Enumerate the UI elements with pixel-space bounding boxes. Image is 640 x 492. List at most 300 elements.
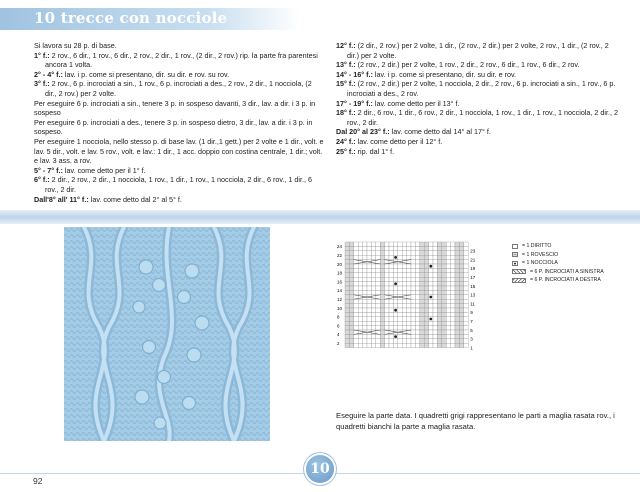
legend-text: = 6 P. INCROCIATI A DESTRA (530, 277, 601, 283)
chart-cell (358, 343, 362, 347)
chart-cell (411, 290, 415, 294)
row-number-left: 22 (337, 253, 343, 258)
chart-cell (367, 273, 371, 277)
chart-cell (389, 312, 393, 316)
chart-cell (442, 264, 446, 268)
chart-cell (367, 277, 371, 281)
chart-cell (358, 304, 362, 308)
chart-cell (345, 255, 349, 259)
chart-cell (464, 299, 468, 303)
chart-cell (363, 242, 367, 246)
chart-cell (349, 260, 353, 264)
chart-cell (354, 282, 358, 286)
chart-cell (349, 246, 353, 250)
chart-cell (455, 312, 459, 316)
chart-cell (345, 273, 349, 277)
chart-cell (415, 264, 419, 268)
chart-cell (385, 334, 389, 338)
chart-cell (380, 277, 384, 281)
chart-cell (376, 251, 380, 255)
chart-cell (459, 277, 463, 281)
chart-cell (349, 273, 353, 277)
instruction-row (336, 99, 620, 109)
chart-cell (389, 286, 393, 290)
chart-cell (371, 308, 375, 312)
chart-cell (398, 290, 402, 294)
chart-cell (349, 330, 353, 334)
chart-cell (345, 246, 349, 250)
chart-cell (380, 334, 384, 338)
nocciola-mark (394, 282, 397, 285)
chart-cell (459, 255, 463, 259)
row-number-left: 6 (337, 323, 340, 329)
row-label: 15° f.: (336, 79, 356, 89)
chart-cell (389, 282, 393, 286)
chart-cell (424, 299, 428, 303)
chart-cell (380, 339, 384, 343)
chart-cell (385, 339, 389, 343)
chart-cell (420, 321, 424, 325)
chart-cell (402, 246, 406, 250)
chart-cell (433, 251, 437, 255)
instruction-row (336, 60, 620, 70)
chart-cell (464, 251, 468, 255)
chart-cell (380, 282, 384, 286)
chart-cell (367, 334, 371, 338)
chart-cell (451, 255, 455, 259)
instruction-row (336, 147, 620, 157)
chart-cell (398, 304, 402, 308)
chart-cell (371, 304, 375, 308)
chart-cell (367, 246, 371, 250)
chart-cell (420, 277, 424, 281)
knitting-swatch-photo (64, 227, 270, 441)
chart-cell (398, 312, 402, 316)
chart-cell (402, 255, 406, 259)
chart-cell (433, 343, 437, 347)
chart-cell (367, 304, 371, 308)
chart-cell (407, 299, 411, 303)
chart-cell (420, 246, 424, 250)
chart-cell (429, 312, 433, 316)
chart-cell (345, 312, 349, 316)
chart-cell (354, 339, 358, 343)
chart-cell (459, 326, 463, 330)
row-number-right: 13 (470, 292, 476, 298)
chart-cell (393, 242, 397, 246)
chart-cell (402, 343, 406, 347)
chart-cell (411, 312, 415, 316)
chart-cell (402, 286, 406, 290)
chart-cell (424, 317, 428, 321)
row-number-right: 1 (470, 345, 473, 351)
chart-cell (433, 295, 437, 299)
chart-cell (464, 268, 468, 272)
chart-cell (455, 260, 459, 264)
chart-cell (398, 268, 402, 272)
chart-cell (464, 273, 468, 277)
chart-cell (380, 242, 384, 246)
chart-cell (420, 260, 424, 264)
chart-cell (376, 255, 380, 259)
chart-cell (415, 246, 419, 250)
chart-cell (349, 304, 353, 308)
chart-cell (371, 321, 375, 325)
chart-cell (407, 304, 411, 308)
chart-cell (464, 255, 468, 259)
chart-cell (455, 242, 459, 246)
chart-cell (442, 321, 446, 325)
chart-cell (446, 260, 450, 264)
legend-text: = 1 DIRITTO (522, 243, 552, 249)
chart-cell (429, 326, 433, 330)
chart-cell (433, 290, 437, 294)
chart-cell (367, 286, 371, 290)
legend-item (512, 251, 604, 260)
instruction-row (34, 195, 324, 205)
chart-cell (420, 282, 424, 286)
nocciola-mark (394, 335, 397, 338)
chart-cell (367, 339, 371, 343)
chart-cell (358, 268, 362, 272)
chart-cell (433, 334, 437, 338)
chart-cell (433, 282, 437, 286)
chart-cell (345, 277, 349, 281)
chart-cell (459, 268, 463, 272)
chart-cell (385, 326, 389, 330)
chart-cell (437, 282, 441, 286)
chart-cell (389, 334, 393, 338)
chart-cell (371, 277, 375, 281)
chart-cell (380, 312, 384, 316)
chart-cell (358, 277, 362, 281)
chart-cell (385, 282, 389, 286)
chart-cell (385, 343, 389, 347)
chart-cell (442, 282, 446, 286)
nocciola-mark (429, 318, 432, 321)
chart-cell (389, 277, 393, 281)
chart-cell (433, 330, 437, 334)
chart-cell (415, 299, 419, 303)
chart-cell (424, 268, 428, 272)
chart-cell (455, 299, 459, 303)
chart-cell (345, 299, 349, 303)
chart-cell (451, 299, 455, 303)
instruction-row (336, 127, 620, 137)
chart-cell (380, 326, 384, 330)
chart-cell (429, 308, 433, 312)
chart-cell (354, 299, 358, 303)
chart-cell (464, 277, 468, 281)
chart-cell (380, 321, 384, 325)
row-label: 17° - 19° f.: (336, 98, 373, 108)
chart-cell (349, 343, 353, 347)
chart-cell (385, 304, 389, 308)
chart-cell (437, 343, 441, 347)
row-text: lav. come detto per il 12° f. (357, 136, 443, 146)
chart-cell (376, 246, 380, 250)
legend-item (512, 259, 604, 268)
chart-cell (411, 321, 415, 325)
chart-cell (411, 260, 415, 264)
chart-cell (345, 321, 349, 325)
chart-cell (420, 264, 424, 268)
chart-cell (451, 286, 455, 290)
chart-cell (376, 334, 380, 338)
chart-cell (363, 277, 367, 281)
chart-cell (376, 312, 380, 316)
instruction-row (336, 70, 620, 80)
chart-cell (345, 304, 349, 308)
chart-cell (442, 299, 446, 303)
chart-cell (446, 330, 450, 334)
chart-cell (446, 273, 450, 277)
chart-cell (464, 308, 468, 312)
chart-cell (424, 343, 428, 347)
chart-cell (358, 308, 362, 312)
chart-cell (437, 286, 441, 290)
chart-cell (398, 299, 402, 303)
chart-cell (437, 290, 441, 294)
chart-cell (464, 260, 468, 264)
chart-cell (380, 246, 384, 250)
chart-cell (398, 321, 402, 325)
chart-cell (367, 326, 371, 330)
chart-cell (380, 317, 384, 321)
row-label: Dal 20° al 23° f.: (336, 127, 390, 137)
chart-cell (455, 277, 459, 281)
chart-cell (363, 321, 367, 325)
chart-cell (411, 326, 415, 330)
chart-cell (354, 317, 358, 321)
chart-cell (345, 308, 349, 312)
chart-cell (363, 282, 367, 286)
chart-cell (358, 273, 362, 277)
instruction-row (336, 41, 620, 60)
chart-cell (429, 246, 433, 250)
chart-cell (367, 290, 371, 294)
chart-cell (442, 343, 446, 347)
chart-cell (376, 273, 380, 277)
chart-cell (429, 242, 433, 246)
chart-cell (433, 312, 437, 316)
chart-cell (429, 286, 433, 290)
chart-cell (411, 330, 415, 334)
chart-cell (385, 273, 389, 277)
chart-cell (459, 330, 463, 334)
chart-cell (464, 321, 468, 325)
chart-cell (402, 268, 406, 272)
chart-cell (376, 304, 380, 308)
chart-cell (446, 334, 450, 338)
row-label: 3° f.: (34, 79, 50, 89)
chart-cell (349, 290, 353, 294)
row-text: lav. come detto dal 2° al 5° f. (90, 194, 182, 204)
chart-cell (420, 312, 424, 316)
chart-cell (354, 242, 358, 246)
chart-cell (446, 264, 450, 268)
instruction-row (34, 51, 324, 70)
instruction-row (34, 79, 324, 98)
chart-cell (411, 242, 415, 246)
chart-cell (455, 308, 459, 312)
row-label: 1° f.: (34, 50, 50, 60)
chart-cell (345, 334, 349, 338)
chart-cell (363, 273, 367, 277)
chart-cell (415, 242, 419, 246)
chart-cell (354, 251, 358, 255)
chart-cell (376, 317, 380, 321)
chart-cell (376, 268, 380, 272)
chart-cell (437, 242, 441, 246)
chart-cell (393, 317, 397, 321)
chart-cell (446, 268, 450, 272)
chart-cell (455, 334, 459, 338)
chart-cell (446, 242, 450, 246)
chart-cell (385, 251, 389, 255)
chart-cell (415, 330, 419, 334)
instructions-right (336, 41, 620, 156)
chart-cell (345, 290, 349, 294)
chart-cell (402, 277, 406, 281)
chart-cell (354, 268, 358, 272)
chart-cell (429, 304, 433, 308)
chart-cell (380, 299, 384, 303)
chart-cell (415, 268, 419, 272)
chart-cell (371, 268, 375, 272)
row-number-left: 12 (337, 297, 343, 302)
chart-cell (363, 264, 367, 268)
chart-cell (407, 343, 411, 347)
chart-cell (389, 317, 393, 321)
chart-cell (376, 339, 380, 343)
chart-cell (455, 290, 459, 294)
chart-cell (398, 264, 402, 268)
section-divider (0, 210, 640, 224)
chart-cell (385, 317, 389, 321)
chart-cell (376, 299, 380, 303)
chart-cell (389, 326, 393, 330)
chart-cell (354, 343, 358, 347)
chart-cell (455, 330, 459, 334)
chart-cell (354, 308, 358, 312)
chart-cell (429, 339, 433, 343)
chart-cell (363, 308, 367, 312)
chart-cell (371, 343, 375, 347)
chapter-badge: 10 (306, 455, 334, 483)
chart-cell (424, 334, 428, 338)
chart-cell (424, 326, 428, 330)
instruction-row (34, 166, 324, 176)
row-text: lav. come detto per il 1° f. (64, 165, 146, 175)
row-label: 12° f.: (336, 41, 356, 50)
chart-cell (433, 260, 437, 264)
instruction-row (34, 137, 324, 166)
chart-cell (402, 304, 406, 308)
chart-cell (349, 286, 353, 290)
chart-cell (402, 264, 406, 268)
chart-cell (451, 242, 455, 246)
chart-cell (446, 290, 450, 294)
chart-cell (398, 255, 402, 259)
chart-cell (398, 242, 402, 246)
chart-cell (433, 273, 437, 277)
instruction-row (336, 137, 620, 147)
chart-cell (345, 264, 349, 268)
chart-cell (455, 282, 459, 286)
chart-cell (420, 343, 424, 347)
row-number-left: 14 (337, 288, 343, 294)
chart-cell (464, 304, 468, 308)
chart-cell (358, 317, 362, 321)
chart-cell (459, 273, 463, 277)
chart-cell (402, 317, 406, 321)
chart-cell (442, 246, 446, 250)
chart-cell (437, 260, 441, 264)
chart-cell (442, 268, 446, 272)
row-text: Per eseguire 6 p. incrociati a sin., tenere 3 p. in sospeso davanti, 3 dir., lav. a dir. i 3 p. in sospeso (34, 98, 316, 118)
chart-cell (358, 242, 362, 246)
chart-cell (446, 317, 450, 321)
chart-cell (411, 246, 415, 250)
chart-cell (429, 282, 433, 286)
chart-cell (363, 304, 367, 308)
chart-cell (385, 299, 389, 303)
chart-cell (380, 308, 384, 312)
chart-cell (442, 334, 446, 338)
chart-cell (393, 339, 397, 343)
chart-cell (415, 304, 419, 308)
chart-cell (407, 334, 411, 338)
chart-cell (424, 277, 428, 281)
chart-cell (385, 290, 389, 294)
chart-cell (429, 330, 433, 334)
chart-cell (451, 326, 455, 330)
chart-cell (371, 290, 375, 294)
chart-cell (354, 255, 358, 259)
row-label: 2° - 4° f.: (34, 69, 63, 79)
title-bar (0, 0, 640, 38)
chart-cell (442, 312, 446, 316)
chart-cell (393, 299, 397, 303)
chart-cell (420, 273, 424, 277)
chart-cell (389, 268, 393, 272)
chart-cell (415, 251, 419, 255)
chart-cell (376, 264, 380, 268)
chart-cell (459, 264, 463, 268)
row-number-right: 21 (470, 257, 476, 263)
row-label: 5° - 7° f.: (34, 165, 63, 175)
chart-cell (393, 246, 397, 250)
chart-cell (402, 321, 406, 325)
chart-cell (371, 317, 375, 321)
chart-cell (371, 282, 375, 286)
chart-cell (442, 290, 446, 294)
row-number-left: 18 (337, 270, 343, 276)
chart-cell (407, 290, 411, 294)
chart-cell (446, 304, 450, 308)
chart-cell (437, 264, 441, 268)
chart-cell (389, 299, 393, 303)
chart-cell (446, 282, 450, 286)
chart-cell (345, 326, 349, 330)
chart-cell (385, 242, 389, 246)
chart-cell (358, 299, 362, 303)
chart-cell (385, 255, 389, 259)
chart-cell (371, 242, 375, 246)
chart-cell (376, 343, 380, 347)
chart-cell (433, 339, 437, 343)
